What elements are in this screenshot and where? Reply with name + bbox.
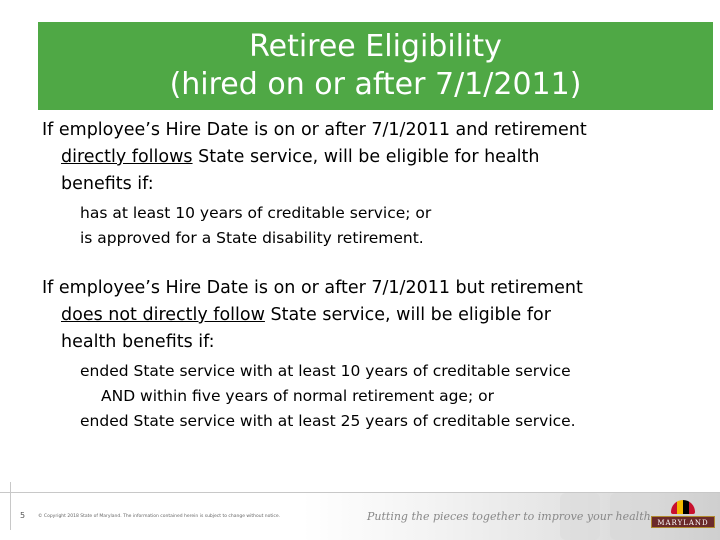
emphasis-directly-follows: directly follows: [61, 147, 193, 167]
eligibility-paragraph-direct: [42, 117, 702, 198]
maryland-logo: [650, 500, 716, 532]
paragraph-1-line-2-rest: State service, will be eligible for health: [192, 147, 540, 167]
logo-wordmark: MARYLAND: [651, 516, 715, 528]
conditions-list-indirect: [80, 359, 702, 434]
eligibility-paragraph-indirect: [42, 275, 702, 356]
maryland-seal-icon: [671, 500, 695, 514]
paragraph-2-line-3: health benefits if:: [61, 332, 215, 352]
footer-divider: [0, 492, 720, 493]
title-banner: [38, 22, 713, 110]
emphasis-does-not-directly-follow: does not directly follow: [61, 305, 265, 325]
slide-title-line-1: Retiree Eligibility: [249, 29, 502, 64]
condition-item-continuation: AND within five years of normal retirement age; or: [101, 387, 494, 405]
slide-title-line-2: (hired on or after 7/1/2011): [169, 67, 582, 102]
paragraph-2-line-1: If employee’s Hire Date is on or after 7/1/2011 but retirement: [42, 278, 583, 298]
paragraph-1-line-3: benefits if:: [61, 174, 154, 194]
condition-item: ended State service with at least 25 years of creditable service.: [80, 412, 576, 430]
condition-item: has at least 10 years of creditable service; or: [80, 204, 432, 222]
conditions-list-direct: [80, 201, 702, 251]
page-number: 5: [20, 511, 26, 520]
copyright-notice: © Copyright 2018 State of Maryland. The information contained herein is subject to change without notice.: [38, 514, 281, 519]
slide-content: [42, 117, 702, 434]
paragraph-2-line-2: [42, 302, 702, 329]
condition-item: ended State service with at least 10 years of creditable service: [80, 362, 571, 380]
paragraph-1-line-2: [42, 144, 702, 171]
footer-tagline: Putting the pieces together to improve your health: [367, 510, 651, 523]
paragraph-1-line-1: If employee’s Hire Date is on or after 7/1/2011 and retirement: [42, 120, 587, 140]
footer-divider-tick: [10, 482, 11, 530]
paragraph-2-line-2-rest: State service, will be eligible for: [264, 305, 551, 325]
condition-item: is approved for a State disability retirement.: [80, 229, 424, 247]
